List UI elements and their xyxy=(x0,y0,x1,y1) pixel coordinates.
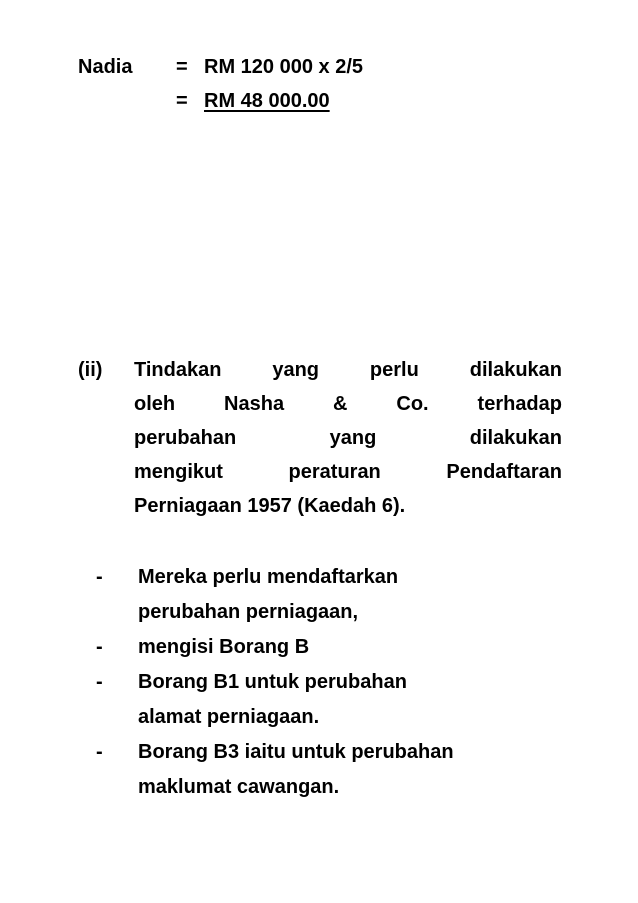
list-item-text: Mereka perlu mendaftarkan xyxy=(138,566,399,588)
list-item xyxy=(96,560,566,630)
calculation-block xyxy=(78,50,363,118)
list-item-text: alamat perniagaan. xyxy=(138,706,320,728)
calculation-name: Nadia xyxy=(78,56,133,78)
dash-bullet: - xyxy=(96,741,103,763)
calculation-expression: RM 120 000 x 2/5 xyxy=(204,56,363,78)
calculation-row-1 xyxy=(78,50,363,84)
question-label: (ii) xyxy=(78,359,103,381)
question-line: perubahan yang dilakukan xyxy=(134,427,562,449)
list-item-text: perubahan perniagaan, xyxy=(138,601,359,623)
question-line: Perniagaan 1957 (Kaedah 6). xyxy=(134,495,406,517)
dash-bullet: - xyxy=(96,566,103,588)
list-item xyxy=(96,735,566,805)
list-item-text: mengisi Borang B xyxy=(138,636,310,658)
question-line: Tindakan yang perlu dilakukan xyxy=(134,359,562,381)
question-block xyxy=(78,353,562,523)
list-item-text: Borang B1 untuk perubahan xyxy=(138,671,407,693)
dash-bullet: - xyxy=(96,636,103,658)
answer-bullet-list xyxy=(96,560,566,805)
calculation-result: RM 48 000.00 xyxy=(204,90,330,112)
list-item xyxy=(96,630,566,665)
calculation-row-2 xyxy=(78,84,363,118)
dash-bullet: - xyxy=(96,671,103,693)
list-item-text: maklumat cawangan. xyxy=(138,776,340,798)
question-line: oleh Nasha & Co. terhadap xyxy=(134,393,562,415)
question-line: mengikut peraturan Pendaftaran xyxy=(134,461,562,483)
list-item xyxy=(96,665,566,735)
equals-sign: = xyxy=(176,90,188,112)
question-text xyxy=(134,353,562,523)
list-item-text: Borang B3 iaitu untuk perubahan xyxy=(138,741,454,763)
equals-sign: = xyxy=(176,56,188,78)
